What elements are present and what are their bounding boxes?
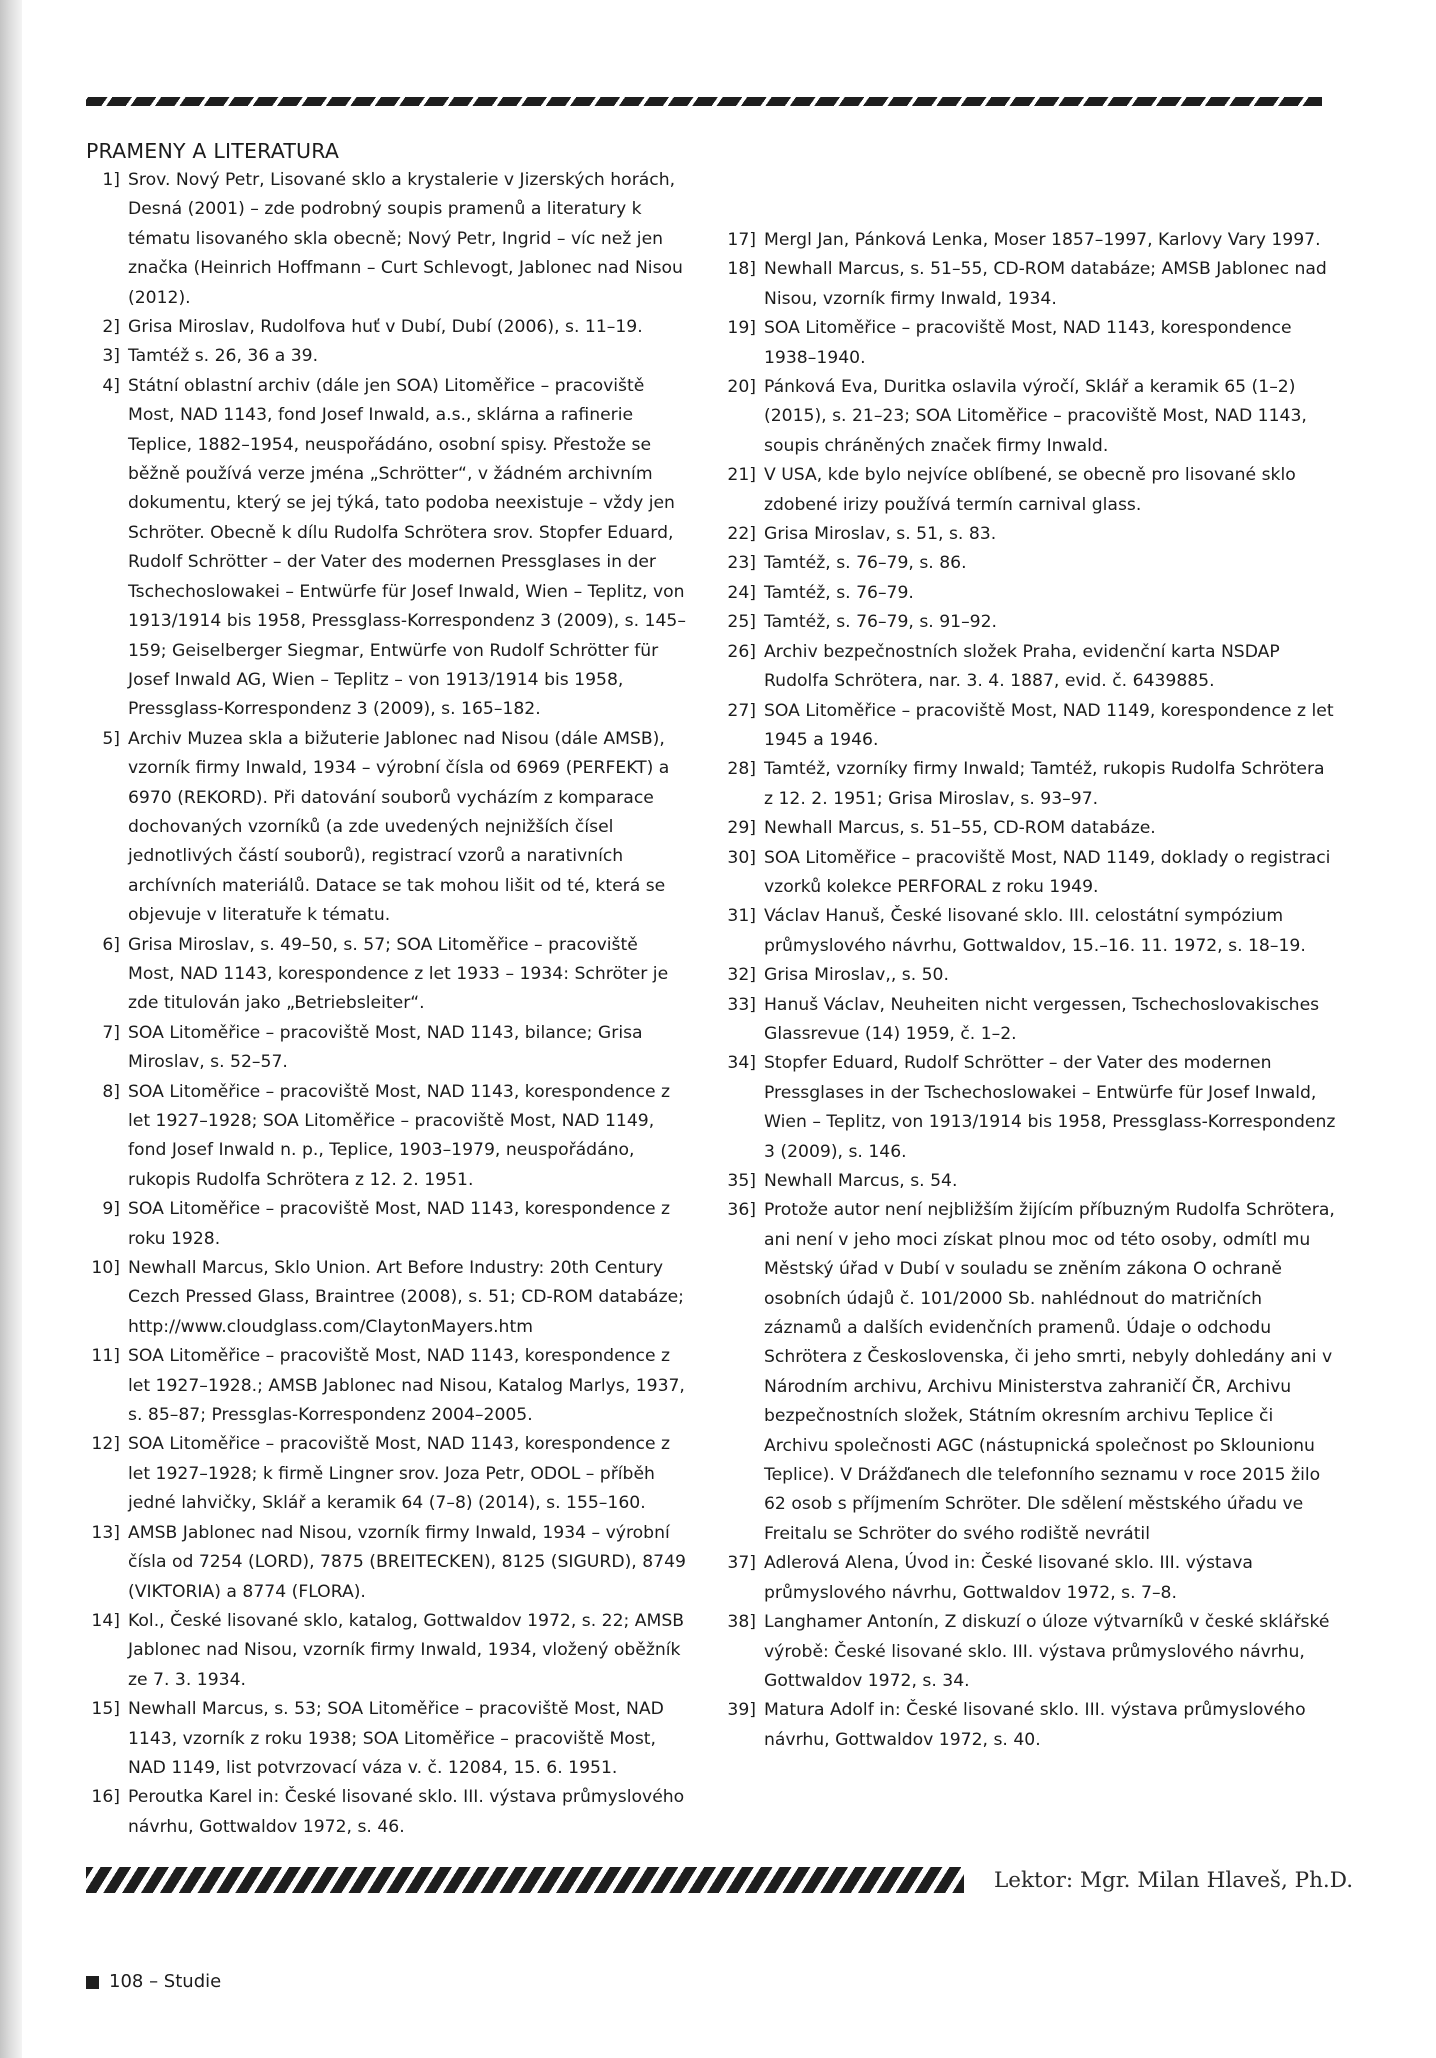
notes-column-right: [722, 226, 1336, 1755]
endnote-text: Grisa Miroslav, s. 49–50, s. 57; SOA Litoměřice – pracoviště Most, NAD 1143, korespondence z let 1933 – 1934: Schröter je zde titulován jako „Betriebsleiter“.: [128, 934, 669, 1014]
endnote-number: 13]: [91, 1522, 120, 1543]
endnote-item: [86, 372, 686, 725]
endnote-text: Kol., České lisované sklo, katalog, Gottwaldov 1972, s. 22; AMSB Jablonec nad Nisou, vzorník firmy Inwald, 1934, vložený oběžník ze 7. 3. 1934.: [128, 1610, 685, 1690]
endnote-number: 15]: [91, 1699, 120, 1720]
endnote-text: Archiv bezpečnostních složek Praha, evidenční karta NSDAP Rudolfa Schrötera, nar. 3. 4. 1887, evid. č. 6439885.: [764, 641, 1280, 692]
endnote-number: 38]: [727, 1612, 756, 1633]
endnote-number: 31]: [727, 906, 756, 927]
endnote-item: [722, 1196, 1336, 1549]
endnote-item: [86, 1607, 686, 1695]
endnote-item: [722, 1608, 1336, 1696]
endnote-item: [86, 313, 686, 342]
endnote-text: Newhall Marcus, s. 51–55, CD-ROM databáze.: [764, 818, 1156, 839]
endnote-number: 17]: [727, 230, 756, 250]
footer-marker-square: [86, 1976, 99, 1989]
endnote-number: 20]: [727, 377, 756, 398]
reviewer-credit: Lektor: Mgr. Milan Hlaveš, Ph.D.: [994, 1868, 1354, 1893]
endnote-item: [722, 902, 1336, 961]
endnote-text: Newhall Marcus, Sklo Union. Art Before Industry: 20th Century Cezch Pressed Glass, Braintree (2008), s. 51; CD-ROM databáze; http://www.cloudglass.com/ClaytonMayers.htm: [128, 1258, 684, 1337]
endnote-text: Státní oblastní archiv (dále jen SOA) Litoměřice – pracoviště Most, NAD 1143, fond Josef Inwald, a.s., sklárna a rafinerie Teplice, 1882–1954, neuspořádáno, osobní spisy. Přestože se běžně používá verze jména „Schrötter“, v žádném archivním dokumentu, který se jej týká, tato podoba neexistuje – vždy jen Schröter. Obecně k dílu Rudolfa Schrötera srov. Stopfer Eduard, Rudolf Schrötter – der Vater des modernen Pressglases in der Tschechoslowakei – Entwürfe für Josef Inwald, Wien – Teplitz, von 1913/1914 bis 1958, Pressglass-Korrespondenz 3 (2009), s. 145–159; Geiselberger Siegmar, Entwürfe von Rudolf Schrötter für Josef Inwald AG, Wien – Teplitz – von 1913/1914 bis 1958, Pressglass-Korrespondenz 3 (2009), s. 165–182.: [128, 375, 686, 720]
endnote-number: 19]: [727, 318, 756, 339]
endnote-number: 9]: [102, 1199, 120, 1220]
endnote-text: Protože autor není nejbližším žijícím příbuzným Rudolfa Schrötera, ani není v jeho moci získat plnou moc od této osoby, odmítl mu Městský úřad v Dubí v souladu se zněním zákona O ochraně osobních údajů č. 101/2000 Sb. nahlédnout do matričních záznamů a dalších evidenčních pramenů. Údaje o odchodu Schrötera z Československa, či jeho smrti, nebyly dohledány ani v Národním archivu, Archivu Ministerstva zahraničí ČR, Archivu bezpečnostních složek, Státním okresním archivu Teplice či Archivu společnosti AGC (nástupnická společnost po Sklounionu Teplice). V Drážďanech dle telefonního seznamu v roce 2015 žilo 62 osob s příjmením Schröter. Dle sdělení městského úřadu ve Freitalu se Schröter do svého rodiště nevrátil: [764, 1200, 1335, 1544]
endnote-text: Newhall Marcus, s. 54.: [764, 1171, 958, 1191]
endnote-text: Tamtéž, s. 76–79.: [764, 582, 914, 603]
endnote-number: 26]: [727, 641, 756, 662]
endnote-text: V USA, kde bylo nejvíce oblíbené, se obecně pro lisované sklo zdobené irizy používá termín carnival glass.: [764, 465, 1296, 515]
endnote-item: [86, 931, 686, 1019]
endnote-text: Tamtéž, s. 76–79, s. 86.: [764, 553, 967, 574]
page-spine-shadow: [0, 0, 22, 2058]
endnote-text: Matura Adolf in: České lisované sklo. III. výstava průmyslového návrhu, Gottwaldov 1972, s. 40.: [764, 1700, 1306, 1750]
endnote-number: 18]: [727, 259, 756, 280]
endnote-item: [86, 1254, 686, 1342]
endnote-number: 28]: [727, 759, 756, 780]
endnote-item: [722, 844, 1336, 903]
endnote-item: [722, 961, 1336, 990]
endnote-item: [722, 755, 1336, 814]
bottom-hatched-rule: [86, 1867, 964, 1893]
notes-column-left: [86, 166, 686, 1842]
endnote-number: 12]: [91, 1434, 120, 1455]
endnote-number: 27]: [727, 700, 756, 721]
endnote-item: [86, 1695, 686, 1783]
page-number: 108 – Studie: [109, 1971, 222, 1992]
endnote-item: [722, 226, 1336, 255]
endnote-text: Adlerová Alena, Úvod in: České lisované sklo. III. výstava průmyslového návrhu, Gottwaldov 1972, s. 7–8.: [764, 1553, 1253, 1603]
endnote-number: 5]: [102, 728, 120, 749]
endnote-item: [722, 314, 1336, 373]
endnote-item: [86, 1019, 686, 1078]
endnote-text: SOA Litoměřice – pracoviště Most, NAD 1143, korespondence z let 1927–1928; k firmě Lingner srov. Joza Petr, ODOL – příběh jedné lahvičky, Sklář a keramik 64 (7–8) (2014), s. 155–160.: [128, 1434, 671, 1514]
endnote-item: [86, 342, 686, 371]
endnote-number: 11]: [91, 1346, 120, 1367]
endnote-number: 8]: [102, 1081, 120, 1102]
endnote-text: SOA Litoměřice – pracoviště Most, NAD 1149, korespondence z let 1945 a 1946.: [764, 700, 1334, 750]
endnote-text: AMSB Jablonec nad Nisou, vzorník firmy Inwald, 1934 – výrobní čísla od 7254 (LORD), 7875 (BREITECKEN), 8125 (SIGURD), 8749 (VIKTORIA) a 8774 (FLORA).: [128, 1522, 686, 1602]
endnote-text: Václav Hanuš, České lisované sklo. III. celostátní sympózium průmyslového návrhu, Gottwaldov, 15.–16. 11. 1972, s. 18–19.: [764, 906, 1306, 956]
endnote-text: Pánková Eva, Duritka oslavila výročí, Sklář a keramik 65 (1–2) (2015), s. 21–23; SOA Litoměřice – pracoviště Most, NAD 1143, soupis chráněných značek firmy Inwald.: [764, 377, 1307, 456]
page-footer: [86, 1970, 221, 1994]
endnote-number: 14]: [91, 1610, 120, 1631]
endnote-number: 4]: [102, 375, 120, 396]
endnote-item: [722, 579, 1336, 608]
endnote-number: 6]: [102, 934, 120, 955]
endnote-number: 30]: [727, 847, 756, 868]
endnote-number: 2]: [102, 317, 120, 338]
endnote-text: SOA Litoměřice – pracoviště Most, NAD 1143, korespondence z let 1927–1928.; AMSB Jablonec nad Nisou, Katalog Marlys, 1937, s. 85–87; Pressglas-Korrespondenz 2004–2005.: [128, 1346, 685, 1426]
endnote-number: 7]: [102, 1022, 120, 1043]
endnote-text: Newhall Marcus, s. 53; SOA Litoměřice – pracoviště Most, NAD 1143, vzorník z roku 1938; SOA Litoměřice – pracoviště Most, NAD 1149, list potvrzovací váza v. č. 12084, 15. 6. 1951.: [128, 1699, 664, 1778]
endnote-text: Grisa Miroslav, Rudolfova huť v Dubí, Dubí (2006), s. 11–19.: [128, 317, 643, 338]
endnote-text: Tamtéž, vzorníky firmy Inwald; Tamtéž, rukopis Rudolfa Schrötera z 12. 2. 1951; Grisa Miroslav, s. 93–97.: [764, 759, 1325, 809]
endnote-number: 21]: [727, 465, 756, 486]
endnote-item: [722, 638, 1336, 697]
endnote-item: [722, 373, 1336, 461]
endnote-text: Mergl Jan, Pánková Lenka, Moser 1857–1997, Karlovy Vary 1997.: [764, 230, 1321, 250]
endnote-number: 10]: [91, 1258, 120, 1279]
endnote-number: 36]: [727, 1200, 756, 1221]
endnote-text: SOA Litoměřice – pracoviště Most, NAD 1143, korespondence 1938–1940.: [764, 318, 1292, 368]
endnote-item: [86, 166, 686, 313]
endnote-item: [722, 608, 1336, 637]
endnote-number: 22]: [727, 524, 756, 545]
endnote-number: 29]: [727, 818, 756, 839]
endnote-item: [722, 520, 1336, 549]
endnote-text: Tamtéž, s. 76–79, s. 91–92.: [764, 612, 998, 633]
endnote-item: [722, 461, 1336, 520]
section-heading: PRAMENY A LITERATURA: [86, 139, 340, 163]
endnote-text: SOA Litoměřice – pracoviště Most, NAD 1149, doklady o registraci vzorků kolekce PERFORAL z roku 1949.: [764, 847, 1331, 897]
endnote-item: [722, 1549, 1336, 1608]
endnote-text: SOA Litoměřice – pracoviště Most, NAD 1143, korespondence z roku 1928.: [128, 1199, 671, 1249]
endnote-number: 23]: [727, 553, 756, 574]
endnote-text: Tamtéž s. 26, 36 a 39.: [128, 346, 319, 367]
top-dashed-rule: [86, 97, 1322, 106]
endnote-number: 16]: [91, 1787, 120, 1808]
endnote-item: [86, 1783, 686, 1842]
endnote-text: Hanuš Václav, Neuheiten nicht vergessen, Tschechoslovakisches Glassrevue (14) 1959, č. 1–2.: [764, 994, 1320, 1044]
endnote-item: [722, 255, 1336, 314]
endnote-text: Grisa Miroslav,, s. 50.: [764, 965, 949, 986]
endnote-item: [722, 549, 1336, 578]
endnote-number: 37]: [727, 1553, 756, 1574]
endnote-text: Langhamer Antonín, Z diskuzí o úloze výtvarníků v české sklářské výrobě: České lisované sklo. III. výstava průmyslového návrhu, Gottwaldov 1972, s. 34.: [764, 1612, 1330, 1691]
endnote-item: [86, 1519, 686, 1607]
endnote-text: Grisa Miroslav, s. 51, s. 83.: [764, 524, 997, 545]
endnote-number: 1]: [102, 170, 120, 190]
endnote-number: 39]: [727, 1700, 756, 1721]
endnote-item: [722, 991, 1336, 1050]
endnote-number: 33]: [727, 994, 756, 1015]
endnote-number: 35]: [727, 1171, 756, 1191]
endnote-number: 32]: [727, 965, 756, 986]
endnote-number: 25]: [727, 612, 756, 633]
endnote-text: Srov. Nový Petr, Lisované sklo a krystalerie v Jizerských horách, Desná (2001) – zde podrobný soupis pramenů a literatury k tématu lisovaného skla obecně; Nový Petr, Ingrid – víc než jen značka (Heinrich Hoffmann – Curt Schlevogt, Jablonec nad Nisou (2012).: [128, 170, 683, 308]
endnote-text: Newhall Marcus, s. 51–55, CD-ROM databáze; AMSB Jablonec nad Nisou, vzorník firmy Inwald, 1934.: [764, 259, 1327, 309]
endnote-item: [86, 1430, 686, 1518]
endnote-item: [86, 1342, 686, 1430]
endnote-text: SOA Litoměřice – pracoviště Most, NAD 1143, bilance; Grisa Miroslav, s. 52–57.: [128, 1022, 643, 1073]
endnote-number: 24]: [727, 582, 756, 603]
endnote-text: SOA Litoměřice – pracoviště Most, NAD 1143, korespondence z let 1927–1928; SOA Litoměřice – pracoviště Most, NAD 1149, fond Josef Inwald n. p., Teplice, 1903–1979, neuspořádáno, rukopis Rudolfa Schrötera z 12. 2. 1951.: [128, 1081, 671, 1190]
endnote-text: Peroutka Karel in: České lisované sklo. III. výstava průmyslového návrhu, Gottwaldov 1972, s. 46.: [128, 1787, 685, 1837]
endnote-item: [722, 697, 1336, 756]
endnote-text: Archiv Muzea skla a bižuterie Jablonec nad Nisou (dále AMSB), vzorník firmy Inwald, 1934 – výrobní čísla od 6969 (PERFEKT) a 6970 (REKORD). Při datování souborů vycházím z komparace dochovaných vzorníků (a zde uvedených nejnižších čísel jednotlivých částí souborů), registrací vzorů a narativních archívních materiálů. Datace se tak mohou lišit od té, která se objevuje v literatuře k tématu.: [128, 728, 670, 926]
endnote-item: [86, 725, 686, 931]
endnote-item: [722, 1696, 1336, 1755]
endnote-item: [86, 1078, 686, 1196]
endnote-item: [722, 1167, 1336, 1196]
endnote-text: Stopfer Eduard, Rudolf Schrötter – der Vater des modernen Pressglases in der Tschechoslowakei – Entwürfe für Josef Inwald, Wien – Teplitz, von 1913/1914 bis 1958, Pressglass-Korrespondenz 3 (2009), s. 146.: [764, 1053, 1336, 1162]
endnote-number: 3]: [102, 346, 120, 367]
endnote-number: 34]: [727, 1053, 756, 1074]
endnote-item: [722, 814, 1336, 843]
endnote-item: [722, 1049, 1336, 1167]
endnote-item: [86, 1195, 686, 1254]
